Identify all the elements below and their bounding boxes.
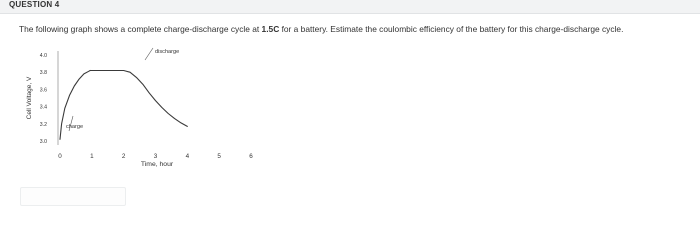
question-header bbox=[0, 0, 700, 14]
x-tick-label: 1 bbox=[90, 153, 94, 160]
x-axis-title: Time, hour bbox=[140, 161, 174, 168]
discharge-curve bbox=[90, 71, 187, 127]
charge-discharge-chart bbox=[0, 40, 300, 170]
discharge-leader-line bbox=[145, 48, 153, 60]
answer-field[interactable] bbox=[20, 187, 126, 206]
y-tick-label: 3.4 bbox=[39, 104, 47, 111]
y-tick-label: 3.8 bbox=[39, 70, 47, 77]
x-tick-label: 2 bbox=[121, 153, 126, 160]
c-rate-value: 1.5C bbox=[261, 24, 280, 34]
y-tick-label: 3.6 bbox=[39, 87, 47, 94]
y-axis-title: Cell Voltage, V bbox=[26, 76, 33, 120]
question-text-part-2: for a battery. Estimate the coulombic efficiency of the battery for this charge-discharge cycle. bbox=[279, 24, 624, 34]
question-number: QUESTION 4 bbox=[9, 0, 60, 9]
question-text bbox=[19, 24, 699, 34]
x-tick-label: 0 bbox=[58, 153, 62, 160]
question-text-part-1: The following graph shows a complete charge-discharge cycle at bbox=[19, 24, 262, 34]
y-tick-label: 4.0 bbox=[39, 53, 47, 59]
discharge-annotation: discharge bbox=[155, 49, 180, 55]
x-tick-label: 6 bbox=[249, 153, 253, 160]
y-tick-label: 3.0 bbox=[39, 139, 47, 145]
charge-annotation: charge bbox=[66, 124, 84, 130]
x-tick-label: 4 bbox=[185, 153, 190, 160]
y-tick-label: 3.2 bbox=[39, 121, 47, 128]
x-tick-label: 5 bbox=[217, 153, 221, 160]
x-tick-label: 3 bbox=[153, 153, 158, 160]
